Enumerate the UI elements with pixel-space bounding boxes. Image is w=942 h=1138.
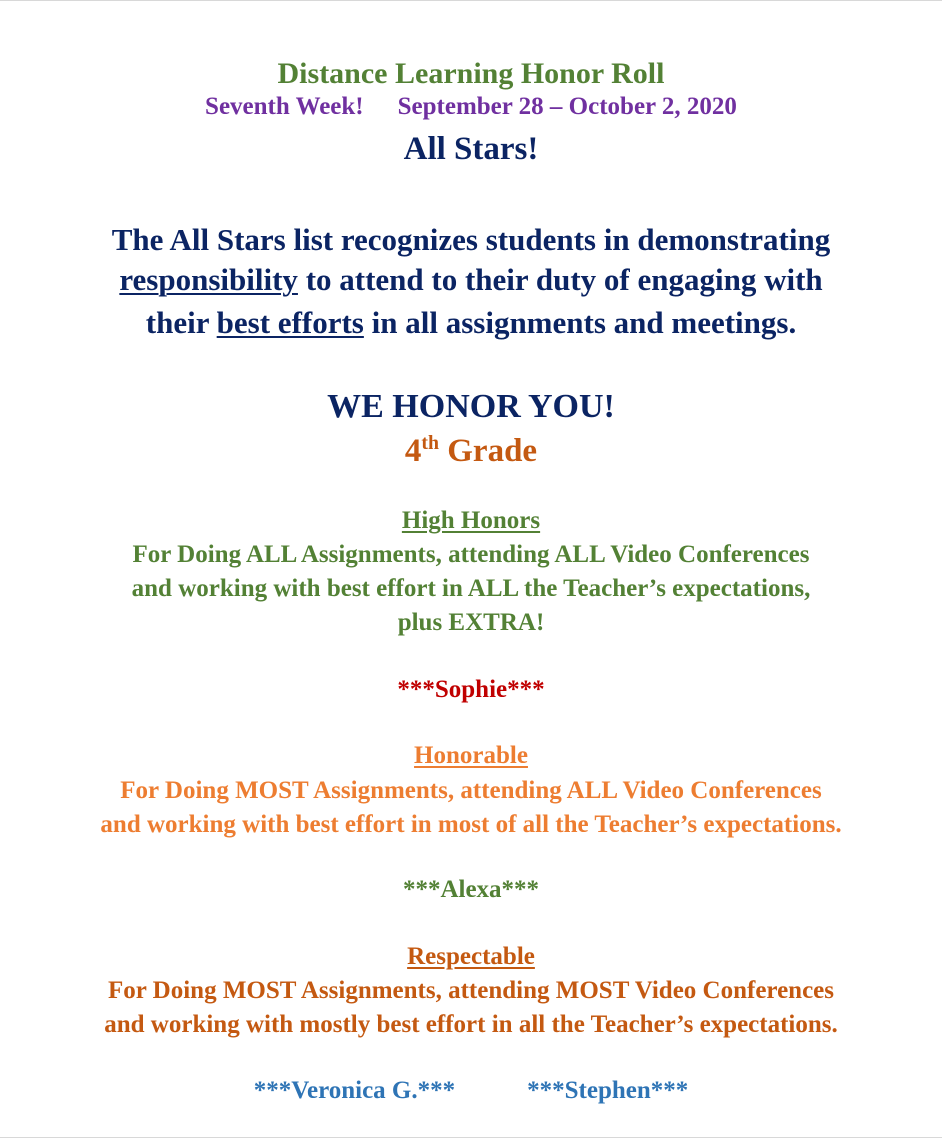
week-label: Seventh Week! — [205, 93, 364, 120]
respectable-line-2: and working with mostly best effort in all the Teacher’s expectations. — [104, 1011, 838, 1038]
responsibility-underlined: responsibility — [119, 262, 298, 297]
grade-label: Grade — [439, 433, 538, 469]
grade-heading — [0, 433, 942, 470]
week-line — [0, 93, 942, 121]
intro-line-1: The All Stars list recognizes students in demonstrating — [111, 222, 831, 257]
honor-roll-title: Distance Learning Honor Roll — [277, 57, 665, 90]
respectable-heading — [0, 943, 942, 971]
we-honor-you-banner: WE HONOR YOU! — [327, 388, 615, 425]
grade-number: 4 — [404, 433, 422, 469]
respectable-heading-text: Respectable — [407, 943, 535, 970]
respectable-student: ***Veronica G.*** — [253, 1077, 456, 1104]
honorable-student: ***Alexa*** — [402, 876, 540, 903]
intro-line-2-rest: to attend to their duty of engaging with — [297, 262, 823, 297]
high-honors-line-1: For Doing ALL Assignments, attending ALL Video Conferences — [132, 541, 810, 568]
best-efforts-underlined: best efforts — [216, 305, 364, 340]
grade-suffix: th — [421, 432, 439, 454]
honorable-heading-text: Honorable — [414, 742, 528, 769]
intro-line-2 — [0, 262, 942, 298]
high-honors-line-3: plus EXTRA! — [397, 609, 545, 636]
all-stars-heading: All Stars! — [403, 131, 539, 167]
honorable-heading — [0, 742, 942, 770]
intro-line-3-start: their — [145, 305, 217, 340]
respectable-line-1: For Doing MOST Assignments, attending MOST Video Conferences — [108, 977, 834, 1004]
intro-line-3-rest: in all assignments and meetings. — [363, 305, 797, 340]
honorable-line-2: and working with best effort in most of all the Teacher’s expectations. — [100, 811, 842, 838]
high-honors-heading — [0, 507, 942, 535]
intro-line-3 — [0, 305, 942, 341]
high-honors-heading-text: High Honors — [401, 507, 541, 534]
high-honors-student: ***Sophie*** — [397, 676, 545, 703]
honorable-line-1: For Doing MOST Assignments, attending ALL Video Conferences — [120, 777, 822, 804]
high-honors-line-2: and working with best effort in ALL the Teacher’s expectations, — [131, 575, 811, 602]
respectable-students — [0, 1077, 942, 1105]
week-dates: September 28 – October 2, 2020 — [397, 93, 737, 120]
respectable-student: ***Stephen*** — [527, 1077, 689, 1104]
